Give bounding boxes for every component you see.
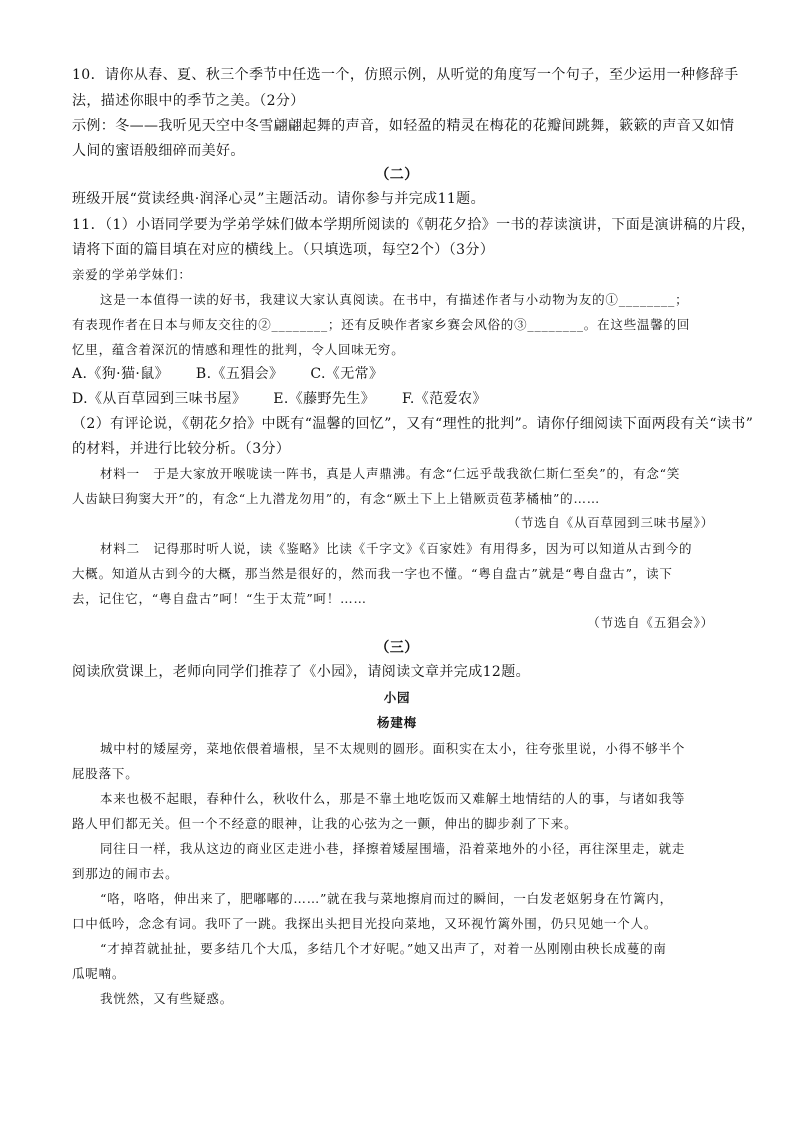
article-p2-line-2: 路人甲们都无关。但一个不经意的眼神，让我的心弦为之一颤，伸出的脚步刹了下来。 bbox=[72, 816, 578, 831]
options-row-2 bbox=[72, 390, 722, 408]
option-c: C.《无常》 bbox=[310, 366, 384, 382]
article-p6-line-1: 我恍然，又有些疑惑。 bbox=[100, 991, 234, 1006]
material-1-line-1: 材料一 于是大家放开喉咙读一阵书，真是人声鼎沸。有念“仁远乎哉我欲仁斯仁至矣”的，有念“笑 bbox=[100, 466, 681, 481]
article-p5-line-1: “才掉苕就扯扯，要多结几个大瓜，多结几个才好呢。”她又出声了，对着一丛刚刚由秧长成蔓的南 bbox=[100, 941, 667, 956]
option-f: F.《范爱农》 bbox=[401, 391, 487, 407]
speech-line-3: 忆里，蕴含着深沉的情感和理性的批判，令人回味无穷。 bbox=[72, 342, 405, 357]
article-title: 小园 bbox=[383, 690, 411, 705]
q10-example-line-2: 人间的蜜语般细碎而美好。 bbox=[72, 143, 245, 159]
material-2-line-1: 材料二 记得那时听人说，读《鉴略》比读《千字文》《百家姓》有用得多，因为可以知道从古到今的 bbox=[100, 541, 693, 556]
speech-greeting: 亲爱的学弟学妹们： bbox=[72, 267, 192, 282]
section-2-intro: 班级开展“赏读经典·润泽心灵”主题活动。请你参与并完成11题。 bbox=[72, 191, 485, 207]
option-d: D.《从百草园到三味书屋》 bbox=[72, 391, 247, 407]
options-row-1 bbox=[72, 365, 722, 383]
q10-line-2: 法，描述你眼中的季节之美。（2分） bbox=[72, 93, 305, 109]
material-2-source: （节选自《五猖会》） bbox=[587, 615, 714, 630]
material-2-line-2: 大概。知道从古到今的大概，那当然是很好的，然而我一字也不懂。“粤自盘古”就是“粤自盘古”，读下 bbox=[72, 566, 673, 581]
q10-example-line-1: 示例：冬——我听见天空中冬雪翩翩起舞的声音，如轻盈的精灵在梅花的花瓣间跳舞，簌簌的声音又如情 bbox=[72, 118, 735, 134]
article-p4-line-2: 口中低吟，念念有词。我吓了一跳。我探出头把目光投向菜地，又环视竹篱外围，仍只见她一个人。 bbox=[72, 916, 658, 931]
q10-line-1: 10．请你从春、夏、秋三个季节中任选一个，仿照示例，从听觉的角度写一个句子，至少运用一种修辞手 bbox=[72, 67, 739, 83]
option-a: A.《狗·猫·鼠》 bbox=[72, 366, 170, 382]
article-p4-line-1: “咯，咯咯，伸出来了，肥嘟嘟的……”就在我与菜地擦肩而过的瞬间，一白发老妪躬身在竹篱内， bbox=[100, 891, 673, 906]
speech-line-1: 这是一本值得一读的好书，我建议大家认真阅读。在书中，有描述作者与小动物为友的①________； bbox=[100, 292, 689, 307]
article-p2-line-1: 本来也极不起眼，春种什么，秋收什么，那是不靠土地吃饭而又难解土地情结的人的事，与诸如我等 bbox=[100, 791, 686, 806]
article-p1-line-2: 屁股落下。 bbox=[72, 766, 139, 781]
article-p3-line-1: 同往日一样，我从这边的商业区走进小巷，择擦着矮屋围墙，沿着菜地外的小径，再往深里走，就走 bbox=[100, 841, 686, 856]
material-2-line-3: 去，记住它，“粤自盘古”呵！“生于太荒”呵！…… bbox=[72, 591, 367, 606]
section-3-intro: 阅读欣赏课上，老师向同学们推荐了《小园》，请阅读文章并完成12题。 bbox=[72, 664, 531, 680]
speech-line-2: 有表现作者在日本与师友交往的②________；还有反映作者家乡赛会风俗的③________。在这些温馨的回 bbox=[72, 317, 691, 332]
q11-part1-line-1: 11．（1）小语同学要为学弟学妹们做本学期所阅读的《朝花夕拾》一书的荐读演讲，下面是演讲稿的片段， bbox=[72, 217, 756, 233]
q11-part2-line-1: （2）有评论说，《朝花夕拾》中既有“温馨的回忆”，又有“理性的批判”。请你仔细阅读下面两段有关“读书” bbox=[72, 416, 754, 432]
option-e: E.《藤野先生》 bbox=[273, 391, 376, 407]
q11-part1-line-2: 请将下面的篇目填在对应的横线上。（只填选项，每空2个）（3分） bbox=[72, 242, 495, 258]
article-p1-line-1: 城中村的矮屋旁，菜地依偎着墙根，呈不太规则的圆形。面积实在太小，往夸张里说，小得不够半个 bbox=[100, 741, 686, 756]
material-1-line-2: 人齿缺曰狗窦大开”的，有念“上九潜龙勿用”的，有念“厥土下上上错厥贡苞茅橘柚”的…… bbox=[72, 491, 601, 506]
article-author: 杨建梅 bbox=[377, 715, 417, 730]
section-3-heading: （三） bbox=[375, 640, 419, 656]
q11-part2-line-2: 的材料，并进行比较分析。（3分） bbox=[72, 441, 291, 457]
article-p3-line-2: 到那边的闹市去。 bbox=[72, 866, 179, 881]
material-1-source: （节选自《从百草园到三味书屋》） bbox=[507, 515, 714, 530]
article-p5-line-2: 瓜呢喃。 bbox=[72, 966, 126, 981]
option-b: B.《五猖会》 bbox=[195, 366, 284, 382]
section-2-heading: （二） bbox=[375, 167, 419, 183]
